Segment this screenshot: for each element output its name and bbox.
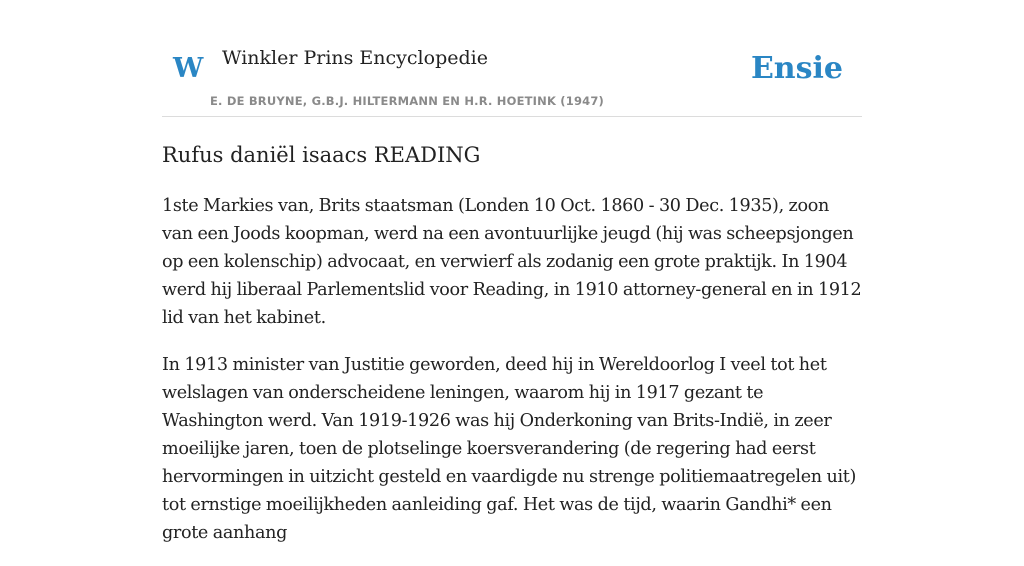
article-title: Rufus daniël isaacs READING [162,143,481,167]
article-body [162,192,862,566]
article-paragraph: 1ste Markies van, Brits staatsman (Londen 10 Oct. 1860 - 30 Dec. 1935), zoon van een Joods koopman, werd na een avontuurlijke jeugd (hij was scheepsjongen op een kolenschip) advocaat, en verwierf als zodanig een grote praktijk. In 1904 werd hij liberaal Parlementslid voor Reading, in 1910 attorney-general en in 1912 lid van het kabinet. [162,196,862,328]
ensie-brand-link[interactable]: Ensie [750,51,843,86]
encyclopedia-logo[interactable]: W [173,53,204,84]
book-authors: E. DE BRUYNE, G.B.J. HILTERMANN EN H.R. HOETINK (1947) [210,94,605,108]
article-paragraph: In 1913 minister van Justitie geworden, deed hij in Wereldoorlog I veel tot het welslagen van onderscheidene leningen, waarom hij in 1917 gezant te Washington werd. Van 1919-1926 was hij Onderkoning van Brits-Indië, in zeer moeilijke jaren, toen de plotselinge koersverandering (de regering had eerst hervormingen in uitzicht gesteld en vaardigde nu strenge politiemaatregelen uit) tot ernstige moeilijkheden aanleiding gaf. Het was de tijd, waarin Gandhi* een grote aanhang [162,355,856,543]
book-title[interactable]: Winkler Prins Encyclopedie [222,47,488,69]
page-header [162,0,862,117]
